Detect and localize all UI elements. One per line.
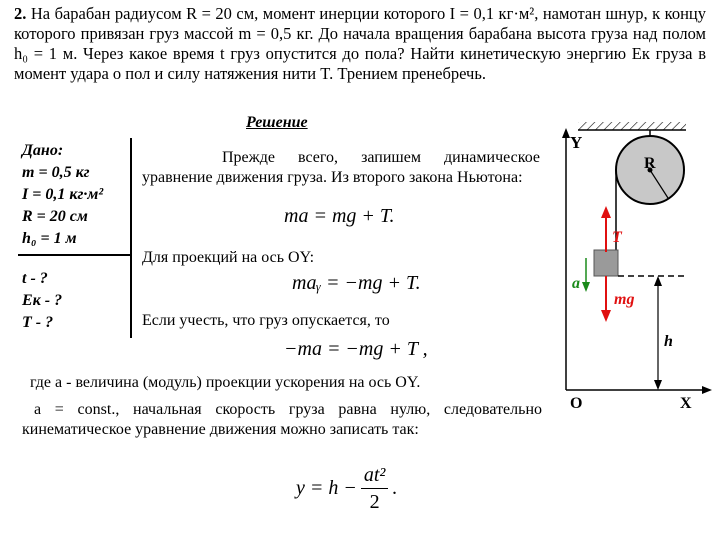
y-axis-arrow — [562, 128, 570, 138]
gravity-arrowhead — [601, 310, 611, 322]
given-block — [22, 140, 103, 250]
find-item: t - ? — [22, 270, 48, 287]
tension-arrowhead — [601, 206, 611, 218]
fraction-numerator: at² — [361, 462, 389, 489]
given-item: m = 0,5 кг — [22, 164, 90, 181]
load — [594, 250, 618, 276]
solution-paragraph-4: где a - величина (модуль) проекции ускорения на ось OY. — [30, 374, 421, 391]
solution-paragraph-1: Прежде всего, запишем динамическое уравнение движения груза. Из второго закона Ньютона: — [142, 149, 540, 186]
ceiling-hatch — [578, 122, 686, 130]
find-item: T - ? — [22, 314, 54, 331]
given-item: h₀ = 1 м — [22, 230, 77, 247]
formula-newton-vector: ma = mg + T. — [284, 205, 395, 227]
problem-number: 2. — [14, 4, 27, 23]
find-item: Eк - ? — [22, 292, 63, 309]
label-r: R — [644, 155, 656, 172]
given-divider-vertical — [130, 138, 132, 338]
solution-paragraph-5: a = const., начальная скорость груза равна нулю, следовательно кинематическое уравнение движения можно записать так: — [22, 401, 542, 438]
solution-title: Решение — [246, 114, 308, 131]
label-h: h — [664, 333, 673, 350]
problem-text: На барабан радиусом R = 20 см, момент инерции которого I = 0,1 кг·м², намотан шнур, к концу которого привязан груз массой m = 0,5 кг. До начала вращения барабана высота груза над полом h₀ = 1 м. Через какое время t груз опустится до пола? Найти кинетическую энергию Eк груза в момент удара о пол и силу натяжения нити T. Трением пренебречь. — [14, 4, 706, 83]
given-item: R = 20 см — [22, 208, 88, 225]
x-axis-arrow — [702, 386, 712, 394]
label-o: O — [570, 395, 583, 412]
solution-paragraph-2: Для проекций на ось OY: — [142, 249, 315, 266]
label-t: T — [612, 229, 622, 246]
fraction-denominator: 2 — [369, 491, 380, 513]
drum-diagram — [556, 118, 716, 418]
height-arrow-top — [654, 276, 662, 286]
label-a: a — [572, 275, 580, 292]
formula-descending: −ma = −mg + T , — [284, 338, 428, 360]
label-mg: mg — [614, 291, 635, 308]
given-item: I = 0,1 кг·м² — [22, 186, 104, 203]
label-y: Y — [570, 133, 583, 152]
problem-statement — [14, 4, 706, 84]
label-x: X — [680, 395, 692, 412]
height-arrow-bottom — [654, 380, 662, 390]
formula-kinematic-lhs: y = h − — [296, 477, 357, 499]
formula-projection: maᵧ = −mg + T. — [292, 272, 421, 294]
acceleration-arrowhead — [582, 282, 590, 292]
formula-kinematic-end: . — [392, 477, 398, 499]
formula-kinematic — [296, 462, 397, 515]
given-header: Дано: — [22, 142, 64, 159]
formula-kinematic-fraction — [361, 462, 389, 515]
given-divider-horizontal — [18, 254, 131, 256]
solution-paragraph-3: Если учесть, что груз опускается, то — [142, 312, 390, 329]
find-block — [22, 268, 62, 334]
